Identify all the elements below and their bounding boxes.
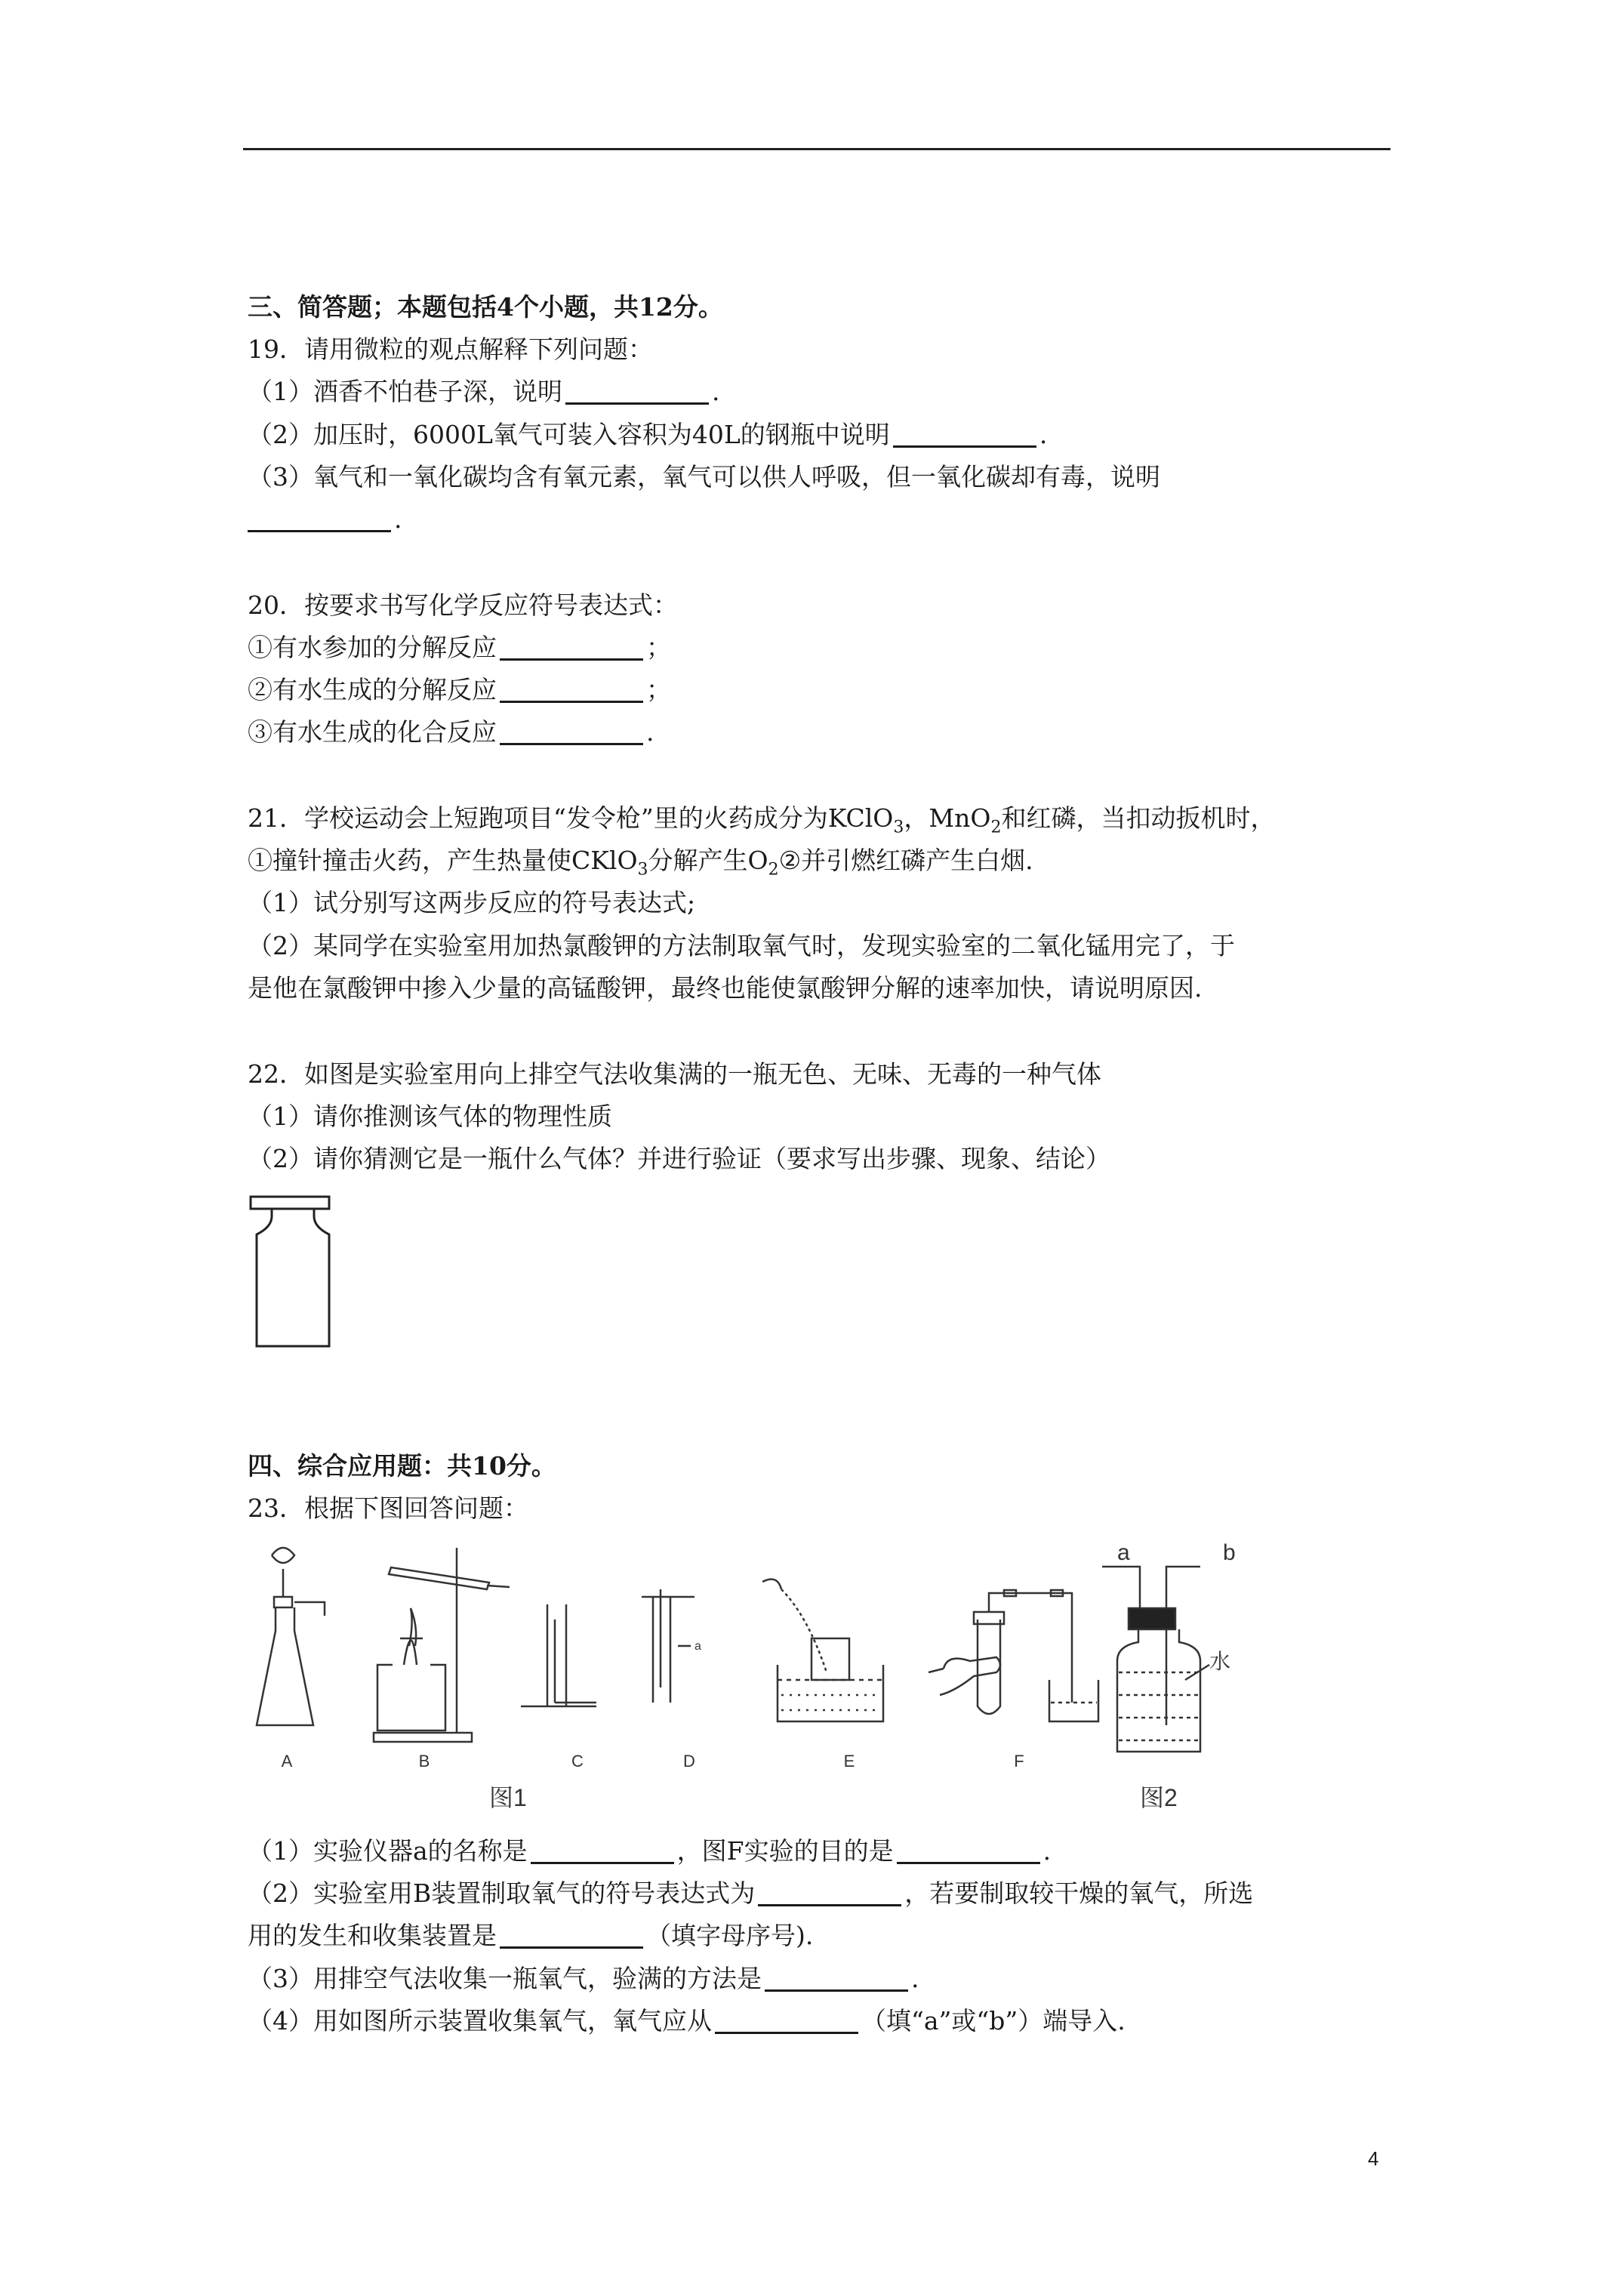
answer-blank[interactable] xyxy=(500,716,643,745)
q21-stem-line2: ①撞针撞击火药，产生热量使CKlO$_3$分解产生$O_2②$并引燃红磷产生白烟. xyxy=(248,846,1033,880)
q23-part3: （3）用排空气法收集一瓶氧气，验满的方法是 . xyxy=(248,1964,919,1993)
answer-blank[interactable] xyxy=(893,418,1036,448)
q21-part2-line2: 是他在氯酸钾中掺入少量的高锰酸钾，最终也能使氯酸钾分解的速率加快，请说明原因. xyxy=(248,973,1203,1003)
answer-blank[interactable] xyxy=(715,2005,858,2034)
header-rule xyxy=(243,148,1390,150)
apparatus-e xyxy=(762,1579,883,1721)
fig1-label-a: A xyxy=(281,1752,293,1771)
answer-blank[interactable] xyxy=(248,503,391,532)
apparatus-fig2 xyxy=(1102,1567,1209,1752)
fig1-caption: 图1 xyxy=(489,1784,527,1811)
answer-blank[interactable] xyxy=(531,1835,674,1864)
q23-stem: 23．根据下图回答问题： xyxy=(248,1493,528,1523)
answer-blank[interactable] xyxy=(500,631,643,661)
q20-part1: ①有水参加的分解反应 ； xyxy=(248,633,671,662)
q20-stem: 20．按要求书写化学反应符号表达式： xyxy=(248,590,678,620)
page-number: 4 xyxy=(1368,2147,1379,2170)
q23-part2-line2: 用的发生和收集装置是 （填字母序号). xyxy=(248,1921,814,1950)
q19-part2: （2）加压时，6000L氧气可装入容积为40L的钢瓶中说明 . xyxy=(248,420,1048,449)
q22-part1: （1）请你推测该气体的物理性质 xyxy=(248,1102,612,1131)
answer-blank[interactable] xyxy=(897,1835,1040,1864)
q19-part1: （1）酒香不怕巷子深，说明 . xyxy=(248,377,720,406)
q21-part2-line1: （2）某同学在实验室用加热氯酸钾的方法制取氧气时，发现实验室的二氧化锰用完了，于 xyxy=(248,931,1235,960)
q21-stem-line1: 21．学校运动会上短跑项目“发令枪”里的火药成分为KClO$_3$，MnO$_2$和红磷，当扣动扳机时， xyxy=(248,803,1276,837)
q21-part1: （1）试分别写这两步反应的符号表达式; xyxy=(248,888,696,917)
fig2-port-b: b xyxy=(1223,1540,1236,1565)
answer-blank[interactable] xyxy=(500,673,643,703)
fig1-label-f: F xyxy=(1014,1752,1024,1771)
section4-heading: 四、综合应用题：共10分。 xyxy=(248,1451,556,1481)
apparatus-a xyxy=(257,1548,325,1725)
q20-part2: ②有水生成的分解反应 ； xyxy=(248,675,671,704)
q22-stem: 22．如图是实验室用向上排空气法收集满的一瓶无色、无味、无毒的一种气体 xyxy=(248,1059,1101,1089)
section3-heading: 三、简答题；本题包括4个小题，共12分。 xyxy=(248,292,723,322)
apparatus-c xyxy=(521,1604,596,1706)
fig2-caption: 图2 xyxy=(1140,1784,1178,1811)
answer-blank[interactable] xyxy=(500,1919,643,1949)
apparatus-f xyxy=(929,1590,1098,1721)
fig2-water-label: 水 xyxy=(1209,1650,1231,1673)
answer-blank[interactable] xyxy=(758,1877,901,1906)
answer-blank[interactable] xyxy=(565,375,709,405)
fig1-mark-a: a xyxy=(694,1640,701,1653)
answer-blank[interactable] xyxy=(765,1962,908,1992)
q19-part3-answer: . xyxy=(248,501,402,538)
q19-part3: （3）氧气和一氧化碳均含有氧元素，氧气可以供人呼吸，但一氧化碳却有毒，说明 xyxy=(248,462,1160,492)
q23-part1: （1）实验仪器a的名称是 ，图F实验的目的是 . xyxy=(248,1836,1052,1866)
fig1-label-b: B xyxy=(418,1752,430,1771)
q22-part2: （2）请你猜测它是一瓶什么气体？并进行验证（要求写出步骤、现象、结论） xyxy=(248,1144,1110,1173)
fig1-label-d: D xyxy=(683,1752,695,1771)
q23-part2-line1: （2）实验室用B装置制取氧气的符号表达式为 ，若要制取较干燥的氧气，所选 xyxy=(248,1878,1254,1908)
fig1-label-c: C xyxy=(571,1752,584,1771)
q19-stem: 19．请用微粒的观点解释下列问题： xyxy=(248,334,653,364)
apparatus-figure xyxy=(249,1533,1261,1820)
fig2-port-a: a xyxy=(1117,1540,1130,1565)
q23-part4: （4）用如图所示装置收集氧气，氧气应从 （填“a”或“b”）端导入. xyxy=(248,2006,1126,2036)
gas-bottle-figure xyxy=(242,1189,347,1355)
apparatus-d xyxy=(642,1589,694,1703)
fig1-label-e: E xyxy=(843,1752,855,1771)
q20-part3: ③有水生成的化合反应 . xyxy=(248,717,654,747)
apparatus-b xyxy=(374,1548,510,1742)
